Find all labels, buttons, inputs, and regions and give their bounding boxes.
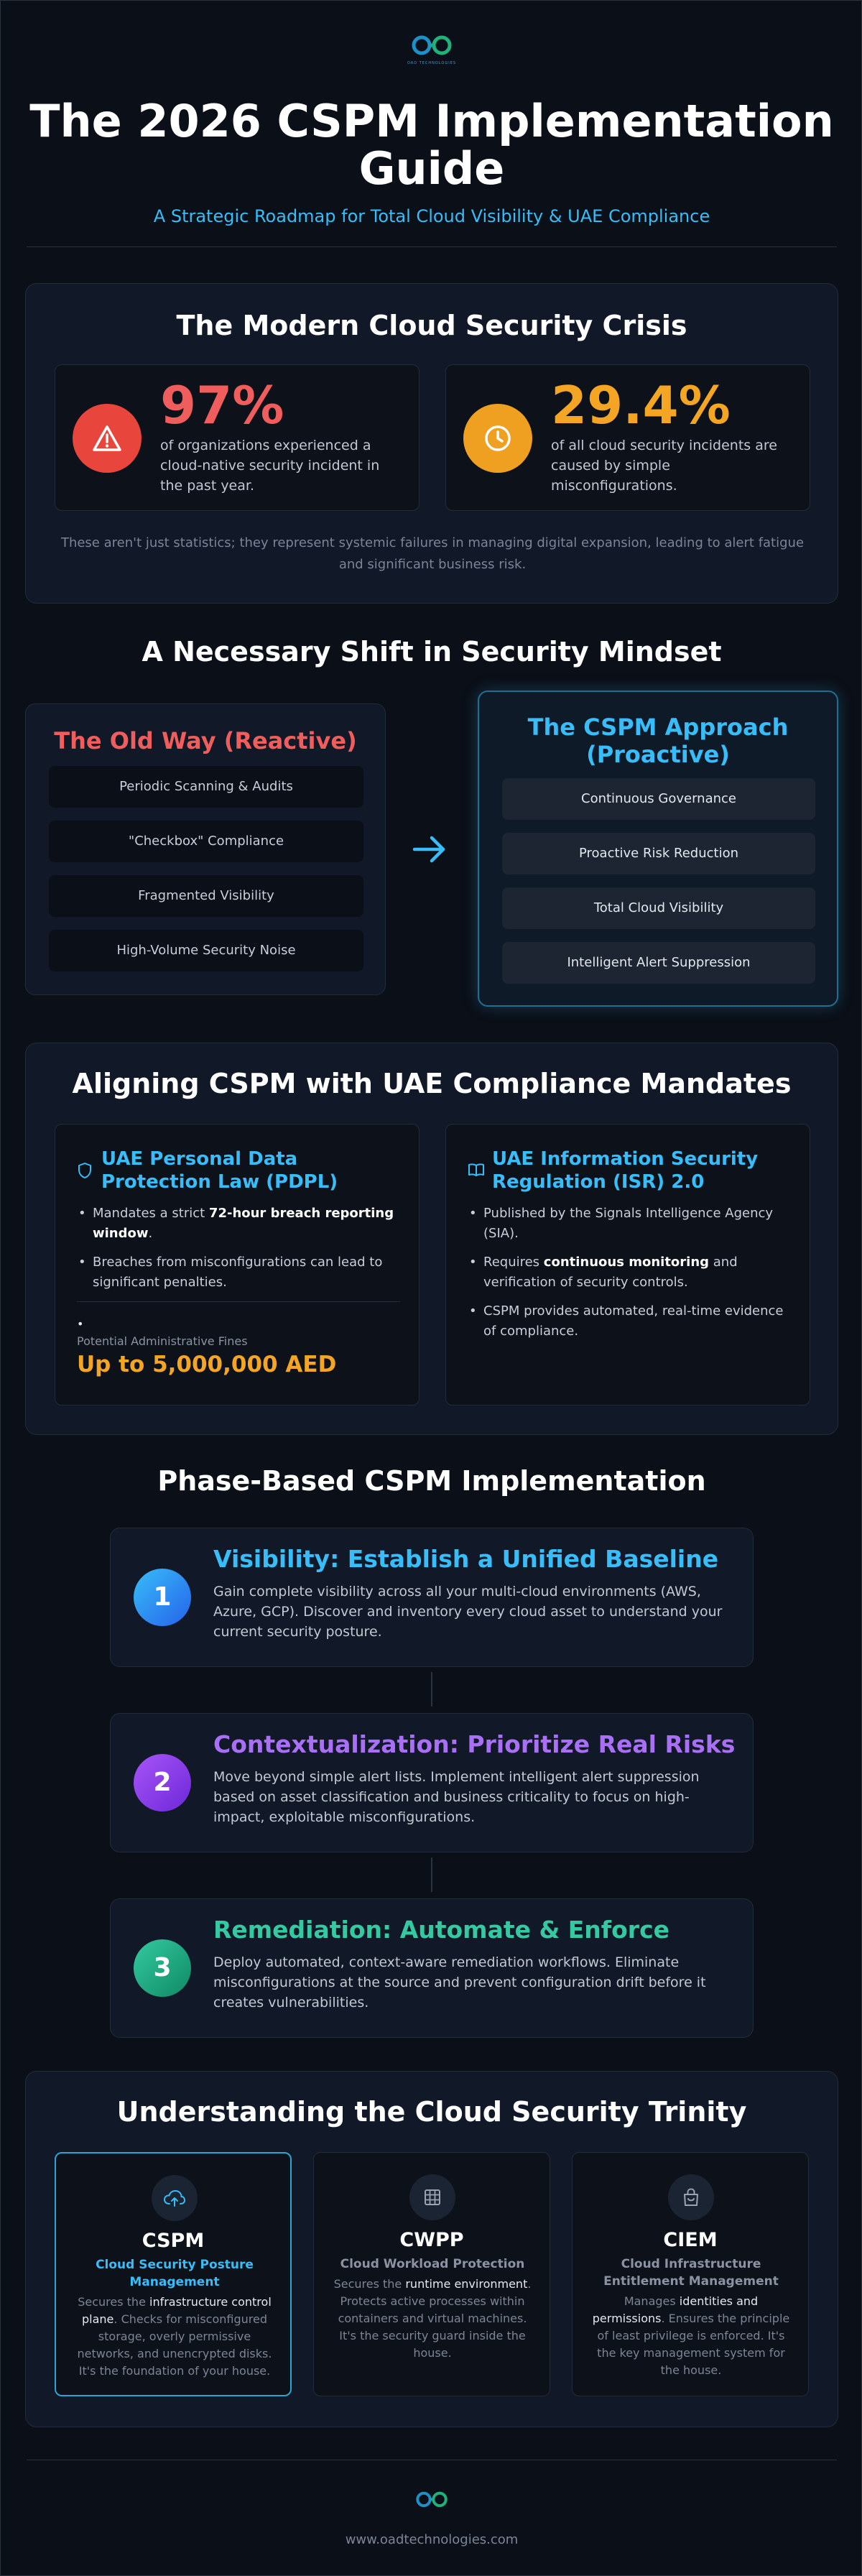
logo-text: OAD TECHNOLOGIES	[407, 61, 457, 65]
cspm-approach-item: Intelligent Alert Suppression	[502, 942, 815, 984]
trinity-desc-post: . Protects active processes within containers and virtual machines. It's the security guard inside the house.	[338, 2277, 532, 2360]
phase-number: 1	[134, 1569, 191, 1626]
old-way-item: "Checkbox" Compliance	[49, 821, 363, 862]
trinity-name: CWPP	[399, 2229, 464, 2251]
old-way-card	[25, 703, 386, 995]
trinity-title: Understanding the Cloud Security Trinity	[116, 2096, 747, 2128]
phase-card-2	[110, 1713, 754, 1852]
stat-description: of all cloud security incidents are caused by simple misconfigurations.	[551, 438, 777, 494]
stat-card-incidents	[55, 364, 420, 511]
stat-description: of organizations experienced a cloud-native security incident in the past year.	[160, 438, 380, 494]
trinity-desc-pre: Manages	[624, 2294, 680, 2308]
pdpl-bullet-1-post: .	[148, 1226, 153, 1241]
phase-title: Remediation: Automate & Enforce	[213, 1916, 670, 1944]
cspm-approach-title	[479, 714, 837, 768]
trinity-card-ciem	[572, 2152, 809, 2396]
trinity-description	[587, 2293, 795, 2379]
oad-logo-icon	[404, 34, 459, 60]
isr-bullet-1: • Published by the Signals Intelligence Agency (SIA).	[468, 1204, 791, 1244]
old-way-item: Periodic Scanning & Audits	[49, 766, 363, 808]
phase-number: 2	[134, 1754, 191, 1811]
page-title-line2: Guide	[358, 142, 505, 195]
trinity-subtitle: Cloud Workload Protection	[340, 2257, 525, 2271]
pdpl-bullet-1-bold: 72-hour breach reporting window	[93, 1206, 394, 1241]
phase-card-3	[110, 1898, 754, 2038]
arrow-right-icon	[412, 833, 449, 869]
phase-title: Visibility: Establish a Unified Baseline	[213, 1545, 719, 1573]
trinity-subtitle: Cloud Security Posture Management	[96, 2258, 254, 2289]
phase-title: Contextualization: Prioritize Real Risks	[213, 1730, 736, 1758]
phase-connector	[431, 1672, 432, 1707]
phase-description: Gain complete visibility across all your multi-cloud environments (AWS, Azure, GCP). Discover and inventory every cloud asset to understand your current security posture.	[213, 1584, 723, 1640]
cloud-upload-icon	[152, 2175, 198, 2221]
grid-icon	[409, 2174, 455, 2220]
cspm-approach-item: Continuous Governance	[502, 778, 815, 820]
trinity-card-cwpp	[313, 2152, 550, 2396]
cspm-approach-title-line2: (Proactive)	[586, 741, 730, 768]
compliance-section	[25, 1043, 838, 1435]
old-way-item: High-Volume Security Noise	[49, 930, 363, 971]
trinity-section	[25, 2071, 838, 2427]
cspm-approach-title-line1: The CSPM Approach	[527, 714, 789, 741]
crisis-title: The Modern Cloud Security Crisis	[176, 310, 687, 341]
pdpl-divider	[77, 1301, 400, 1302]
page-subtitle: A Strategic Roadmap for Total Cloud Visibility & UAE Compliance	[153, 206, 710, 226]
phase-connector	[431, 1857, 432, 1892]
phase-description: Deploy automated, context-aware remediation workflows. Eliminate misconfigurations at the source and prevent configuration drift before it creates vulnerabilities.	[213, 1954, 706, 2011]
shield-icon	[77, 1162, 93, 1182]
shift-title: A Necessary Shift in Security Mindset	[142, 636, 722, 668]
phase-number: 3	[134, 1939, 191, 1997]
pdpl-card	[55, 1124, 420, 1405]
trinity-desc-post: . Checks for misconfigured storage, overly permissive networks, and unencrypted disks. It's the foundation of your house.	[77, 2312, 272, 2378]
trinity-description	[70, 2294, 279, 2380]
cspm-approach-item: Proactive Risk Reduction	[502, 833, 815, 874]
isr-bullet-2-post: and verification of security controls.	[483, 1255, 738, 1290]
compliance-title: Aligning CSPM with UAE Compliance Mandates	[72, 1068, 792, 1099]
fines-label: Potential Administrative Fines	[77, 1334, 248, 1348]
old-way-title: The Old Way (Reactive)	[54, 727, 357, 754]
fines-value: Up to 5,000,000 AED	[77, 1352, 337, 1377]
fines-bullet: •	[77, 1317, 84, 1331]
trinity-desc-bold: identities and permissions	[592, 2294, 759, 2325]
isr-card	[445, 1124, 810, 1405]
clock-icon	[463, 404, 532, 473]
cspm-approach-card	[478, 691, 838, 1007]
crisis-note: These aren't just statistics; they represent systemic failures in managing digital expansion, leading to alert fatigue and significant business risk.	[60, 535, 805, 572]
pdpl-title: UAE Personal Data Protection Law (PDPL)	[101, 1148, 338, 1193]
footer-logo	[1, 2490, 862, 2514]
header-logo	[1, 34, 862, 67]
trinity-desc-bold: runtime environment	[405, 2277, 528, 2291]
trinity-card-cspm	[55, 2152, 292, 2396]
trinity-desc-bold: infrastructure control plane	[82, 2295, 272, 2326]
isr-bullet-3: • CSPM provides automated, real-time evidence of compliance.	[468, 1301, 791, 1342]
trinity-subtitle: Cloud Infrastructure Entitlement Management	[603, 2257, 779, 2289]
oad-logo-icon	[410, 2490, 453, 2511]
warning-icon	[73, 404, 142, 473]
lock-bag-icon	[668, 2174, 714, 2220]
phase-description: Move beyond simple alert lists. Implement intelligent alert suppression based on asset classification and business criticality to focus on high-impact, exploitable misconfigurations.	[213, 1769, 700, 1825]
trinity-desc-pre: Secures the	[333, 2277, 406, 2291]
trinity-desc-post: . Ensures the principle of least privilege is enforced. It's the key management system for the house.	[597, 2312, 790, 2377]
trinity-desc-pre: Secures the	[78, 2295, 149, 2309]
page-title	[1, 95, 862, 195]
footer-url[interactable]: www.oadtechnologies.com	[345, 2532, 519, 2547]
pdpl-bullet-1	[77, 1204, 400, 1244]
header-divider	[27, 246, 837, 247]
crisis-section	[25, 283, 838, 604]
phase-card-1	[110, 1528, 754, 1667]
stat-value: 97%	[160, 375, 284, 435]
trinity-description	[328, 2276, 537, 2362]
pdpl-bullet-2: • Breaches from misconfigurations can lead to significant penalties.	[77, 1252, 400, 1293]
isr-bullet-2-bold: continuous monitoring	[543, 1255, 710, 1270]
stat-value: 29.4%	[551, 375, 731, 435]
trinity-name: CSPM	[142, 2230, 205, 2252]
isr-title: UAE Information Security Regulation (ISR) 2.0	[492, 1148, 759, 1193]
book-icon	[468, 1162, 485, 1181]
page-title-line1: The 2026 CSPM Implementation	[29, 95, 834, 147]
isr-bullet-2	[468, 1252, 791, 1293]
stat-card-misconfigurations	[445, 364, 810, 511]
isr-bullet-2-pre: Requires	[483, 1255, 544, 1270]
old-way-item: Fragmented Visibility	[49, 875, 363, 917]
trinity-name: CIEM	[663, 2229, 718, 2251]
cspm-approach-item: Total Cloud Visibility	[502, 887, 815, 929]
phases-title: Phase-Based CSPM Implementation	[157, 1465, 706, 1497]
pdpl-bullet-1-pre: Mandates a strict	[93, 1206, 209, 1221]
